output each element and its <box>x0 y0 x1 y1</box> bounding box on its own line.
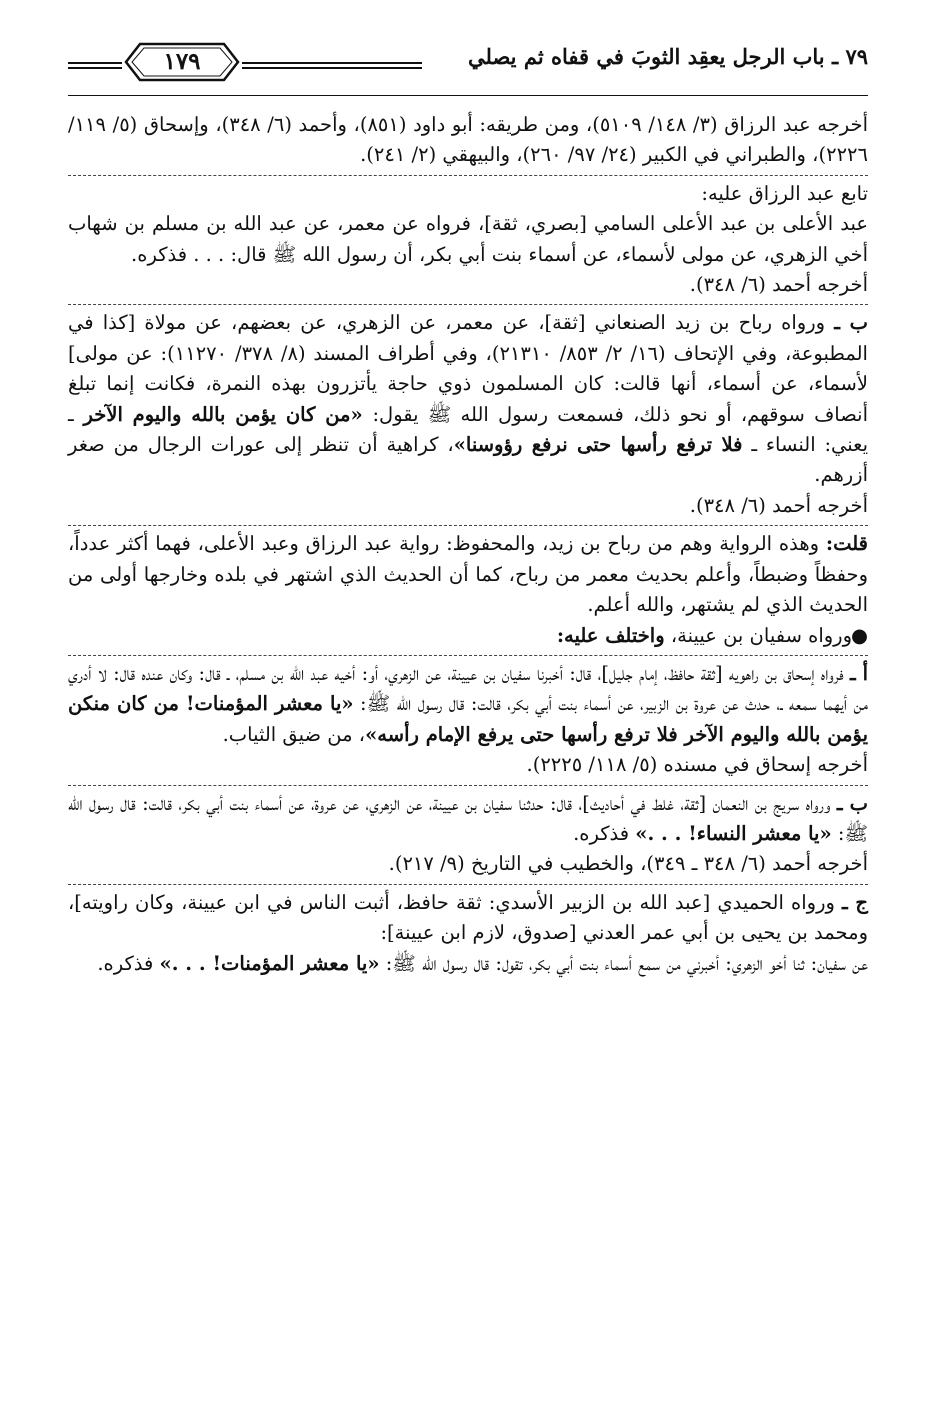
page-header <box>68 40 868 92</box>
paragraph-emphasis: واختلف عليه: <box>556 623 665 647</box>
paragraph-an-sufyan <box>68 949 868 979</box>
hadith-quote: «من كان يؤمن بالله واليوم الآخر <box>73 402 373 426</box>
paragraph-qultu <box>68 529 868 620</box>
paragraph-takhrij-2: أخرجه أحمد (٦/ ٣٤٨). <box>689 273 868 297</box>
page-number: ١٧٩ <box>163 48 201 75</box>
paragraph-ishaq <box>68 659 868 750</box>
paragraph-abd-alala: عبد الأعلى بن عبد الأعلى السامي [بصري، ثقة]، فرواه عن معمر، عن عبد الله بن مسلم بن شهاب أخي الزهري، عن مولى لأسماء، عن أسماء بنت أبي بكر، أن رسول الله ﷺ قال: . . . فذكره. <box>68 212 868 266</box>
chapter-title: ٧٩ ـ باب الرجل يعقِد الثوبَ في قفاه ثم يصلي <box>468 44 868 69</box>
paragraph-takhrij-1: أخرجه عبد الرزاق (٣/ ١٤٨/ ٥١٠٩)، ومن طريقه: أبو داود (٨٥١)، وأحمد (٦/ ٣٤٨)، وإسحاق (٥/ ١١٩/ ٢٢٢٦)، والطبراني في الكبير (٢٤/ ٩٧/ ٢٦٠)، والبيهقي (٢/ ٢٤١). <box>68 113 868 167</box>
paragraph-label: ب ـ <box>834 311 868 335</box>
page-body <box>68 110 868 979</box>
paragraph-text: ـ يعني: النساء ـ <box>68 402 869 457</box>
hadith-quote: فلا ترفع رأسها حتى نرفع رؤوسنا» <box>453 433 743 457</box>
paragraph-text: فذكره. <box>573 821 636 845</box>
page-number-badge <box>122 40 242 84</box>
paragraph-text: عن سفيان: ثنا أخو الزهري: أخبرني من سمع أسماء بنت أبي بكر، تقول: قال رسول الله ﷺ: <box>379 951 868 975</box>
paragraph-label: قلت: <box>825 532 868 556</box>
paragraph-label: أ ـ <box>850 661 869 685</box>
paragraph-text: فذكره. <box>97 951 160 975</box>
paragraph-rabah <box>68 308 868 490</box>
hadith-quote: «يا معشر المؤمنات! من كان منكن يؤمن بالله واليوم الآخر فلا ترفع رأسها حتى يرفع الإمام رأسه» <box>68 692 868 746</box>
separator <box>68 884 868 885</box>
paragraph-text: ورواه سفيان بن عيينة، <box>664 623 852 647</box>
separator <box>68 655 868 656</box>
header-double-line-left <box>68 62 122 64</box>
paragraph-text: وهذه الرواية وهم من رباح بن زيد، والمحفوظ: رواية عبد الرزاق وعبد الأعلى، فهما أكثر عدداً، وحفظاً وضبطاً، وأعلم بحديث معمر من رباح، كما أن الحديث الذي اشتهر في بلده وخارجها أولى من الحديث الذي لم يشتهر، والله أعلم. <box>68 532 868 617</box>
paragraph-text: ، من ضيق الثياب. <box>222 722 366 746</box>
hadith-quote: «يا معشر النساء! . . .» <box>635 821 832 845</box>
paragraph-text: ورواه الحميدي [عبد الله بن الزبير الأسدي: ثقة حافظ، أثبت الناس في ابن عيينة، وكان راويته]، ومحمد بن يحيى بن أبي عمر العدني [صدوق، لازم ابن عيينة]: <box>68 890 868 945</box>
paragraph-takhrij-4: أخرجه إسحاق في مسنده (٥/ ١١٨/ ٢٢٢٥). <box>526 753 868 777</box>
paragraph-label: ج ـ <box>842 890 868 914</box>
paragraph-humaydi <box>68 888 868 949</box>
paragraph-text: ، كراهية أن تنظر إلى عورات الرجال من صغر أزرهم. <box>68 433 868 487</box>
separator <box>68 785 868 786</box>
paragraph-takhrij-5: أخرجه أحمد (٦/ ٣٤٨ ـ ٣٤٩)، والخطيب في التاريخ (٩/ ٢١٧). <box>388 852 868 876</box>
paragraph-text: فرواه إسحاق بن راهويه [ثقة حافظ، إمام جليل]، قال: أخبرنا سفيان بن عيينة، عن الزهري، أو: أخيه عبد الله بن مسلم، ـ قال: وكان عنده قال: لا أدري من أيهما سمعه ـ، حدث عن عروة بن الزبير، عن أسماء بنت أبي بكر، قالت: قال رسول الله ﷺ: <box>68 661 868 716</box>
paragraph-takhrij-3: أخرجه أحمد (٦/ ٣٤٨). <box>689 493 868 517</box>
separator <box>68 525 868 526</box>
header-double-line-right <box>242 62 422 64</box>
bullet-icon: ● <box>850 623 868 647</box>
paragraph-text: ورواه رباح بن زيد الصنعاني [ثقة]، عن معمر، عن الزهري، عن بعضهم، عن مولاة [كذا في المطبوعة، وفي الإتحاف (١٦/ ٢/ ٨٥٣/ ٢١٣١٠)، وفي أطراف المسند (٨/ ٣٧٨/ ١١٢٧٠): عن مولى] لأسماء، عن أسماء، أنها قالت: كان المسلمون ذوي حاجة يأتزرون بهذه النمرة، فكانت إنما تبلغ أنصاف سوقهم، أو نحو ذلك، فسمعت رسول الله ﷺ يقول: <box>68 311 868 426</box>
header-rule <box>68 95 868 96</box>
paragraph-text: ورواه سريج بن النعمان [ثقة، غلط في أحاديث]، قال: حدثنا سفيان بن عيينة، عن الزهري، عن عروة، عن أسماء بنت أبي بكر، قالت: قال رسول الله ﷺ: <box>68 791 868 845</box>
hadith-quote: «يا معشر المؤمنات! . . .» <box>159 951 380 975</box>
separator <box>68 175 868 176</box>
paragraph-surayj <box>68 789 868 850</box>
paragraph-label: ب ـ <box>836 791 869 815</box>
separator <box>68 304 868 305</box>
paragraph-tabi: تابع عبد الرزاق عليه: <box>701 181 868 205</box>
paragraph-sufyan <box>68 621 868 651</box>
